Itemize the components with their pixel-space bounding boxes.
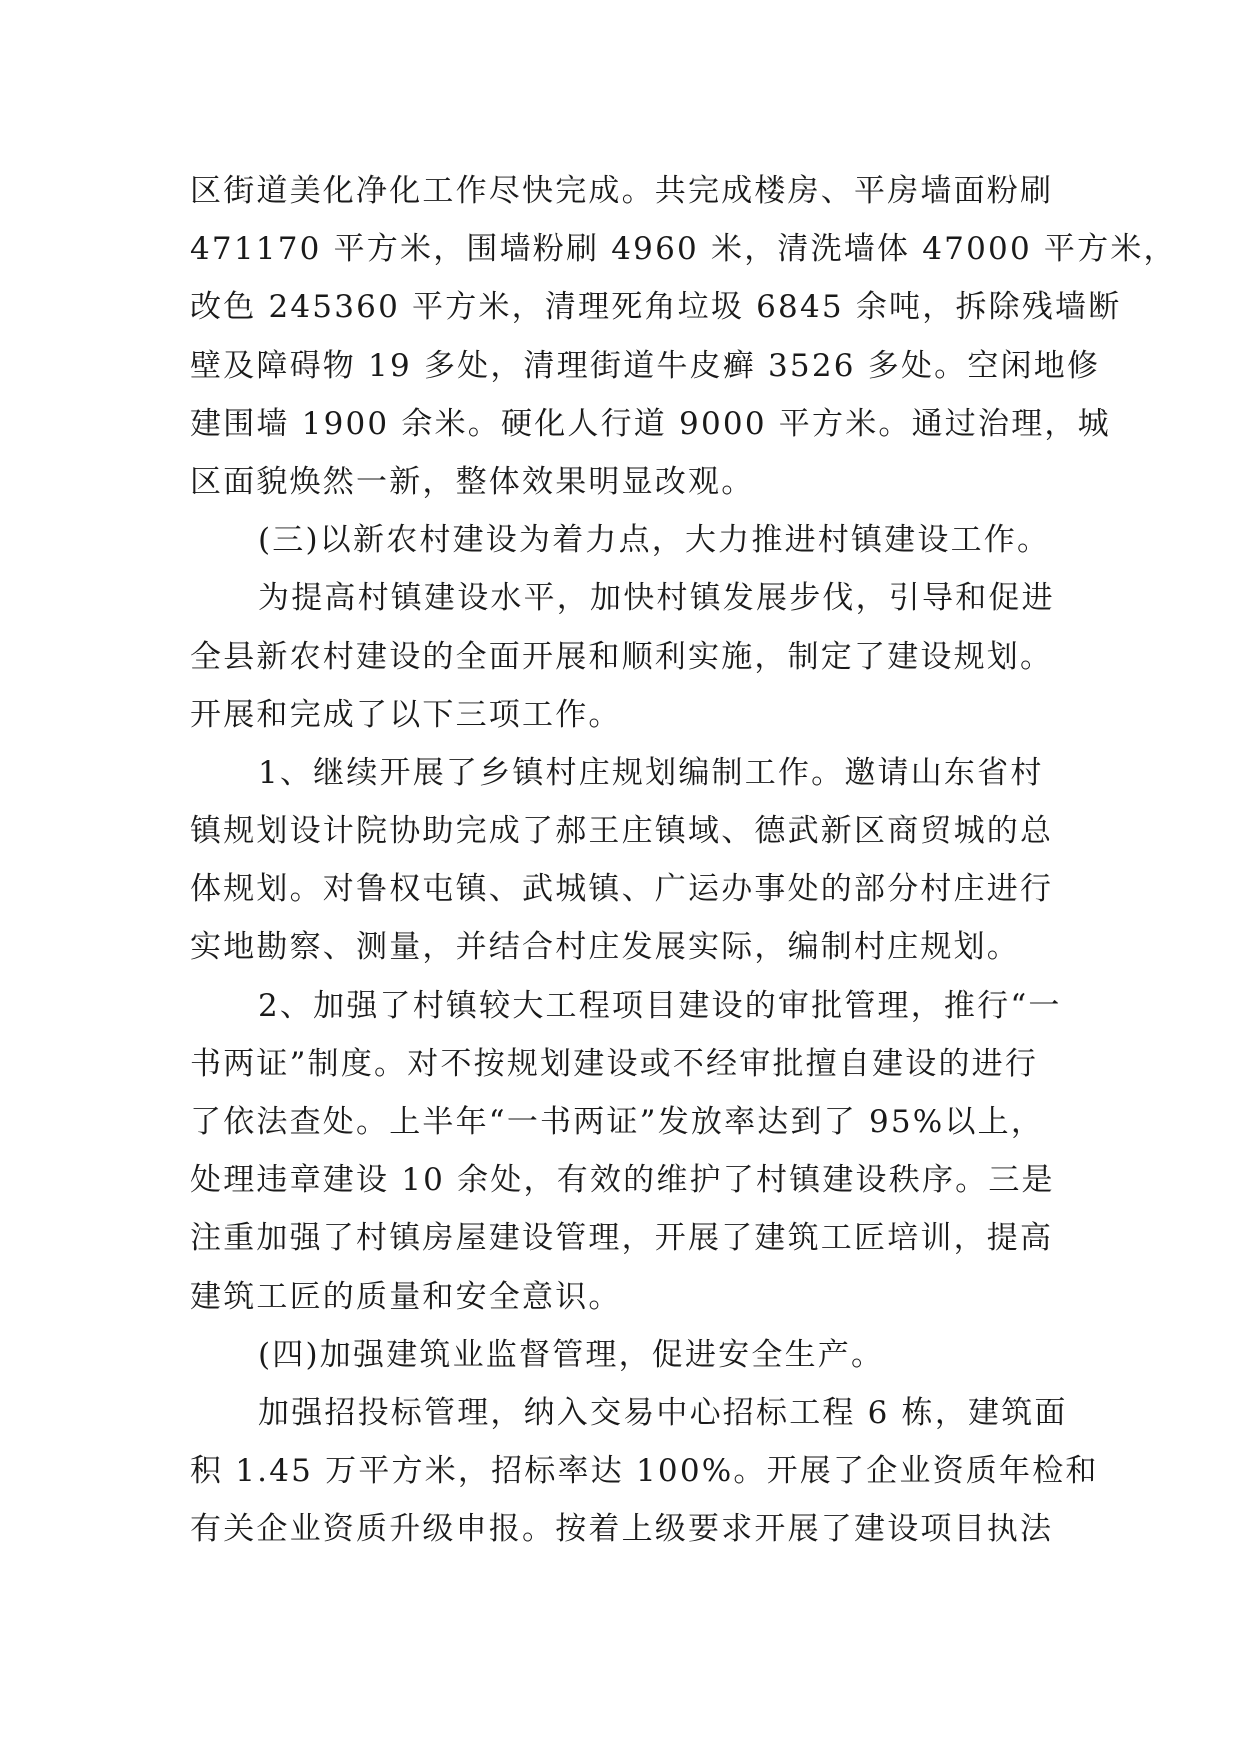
numbered-item-1: 1、继续开展了乡镇村庄规划编制工作。邀请山东省村 xyxy=(258,754,1044,791)
text-line: 为提高村镇建设水平，加快村镇发展步伐，引导和促进 xyxy=(258,580,1055,617)
text-line: 镇规划设计院协助完成了郝王庄镇域、德武新区商贸城的总 xyxy=(190,813,1054,850)
text-line: 壁及障碍物 19 多处，清理街道牛皮癣 3526 多处。空闲地修 xyxy=(190,347,1101,384)
text-line: 区街道美化净化工作尽快完成。共完成楼房、平房墙面粉刷 xyxy=(190,173,1054,209)
text-line: 有关企业资质升级申报。按着上级要求开展了建设项目执法 xyxy=(190,1511,1054,1548)
text-line: 建围墙 1900 余米。硬化人行道 9000 平方米。通过治理，城 xyxy=(190,405,1111,442)
text-line: 处理违章建设 10 余处，有效的维护了村镇建设秩序。三是 xyxy=(190,1162,1055,1199)
text-line: 体规划。对鲁权屯镇、武城镇、广运办事处的部分村庄进行 xyxy=(190,871,1054,908)
text-line: 注重加强了村镇房屋建设管理，开展了建筑工匠培训，提高 xyxy=(190,1220,1054,1257)
text-line: 建筑工匠的质量和安全意识。 xyxy=(190,1278,622,1315)
text-line: 471170 平方米，围墙粉刷 4960 米，清洗墙体 47000 平方米， xyxy=(190,231,1177,268)
text-line: 了依法查处。上半年“一书两证”发放率达到了 95%以上， xyxy=(190,1104,1045,1140)
text-line: 加强招投标管理，纳入交易中心招标工程 6 栋，建筑面 xyxy=(258,1394,1068,1431)
text-line: 区面貌焕然一新，整体效果明显改观。 xyxy=(190,463,755,500)
document-body xyxy=(190,162,1177,1559)
numbered-item-2: 2、加强了村镇较大工程项目建设的审批管理，推行“一 xyxy=(258,987,1062,1024)
text-line: 开展和完成了以下三项工作。 xyxy=(190,696,622,733)
text-line: 全县新农村建设的全面开展和顺利实施，制定了建设规划。 xyxy=(190,638,1054,675)
text-line: 书两证”制度。对不按规划建设或不经审批擅自建设的进行 xyxy=(190,1045,1039,1082)
text-line: 积 1.45 万平方米，招标率达 100%。开展了企业资质年检和 xyxy=(190,1453,1099,1490)
text-line: 实地勘察、测量，并结合村庄发展实际，编制村庄规划。 xyxy=(190,929,1020,966)
section-heading-3: (三)以新农村建设为着力点，大力推进村镇建设工作。 xyxy=(258,522,1051,559)
section-heading-4: (四)加强建筑业监督管理，促进安全生产。 xyxy=(258,1336,885,1373)
text-line: 改色 245360 平方米，清理死角垃圾 6845 余吨，拆除残墙断 xyxy=(190,289,1122,326)
